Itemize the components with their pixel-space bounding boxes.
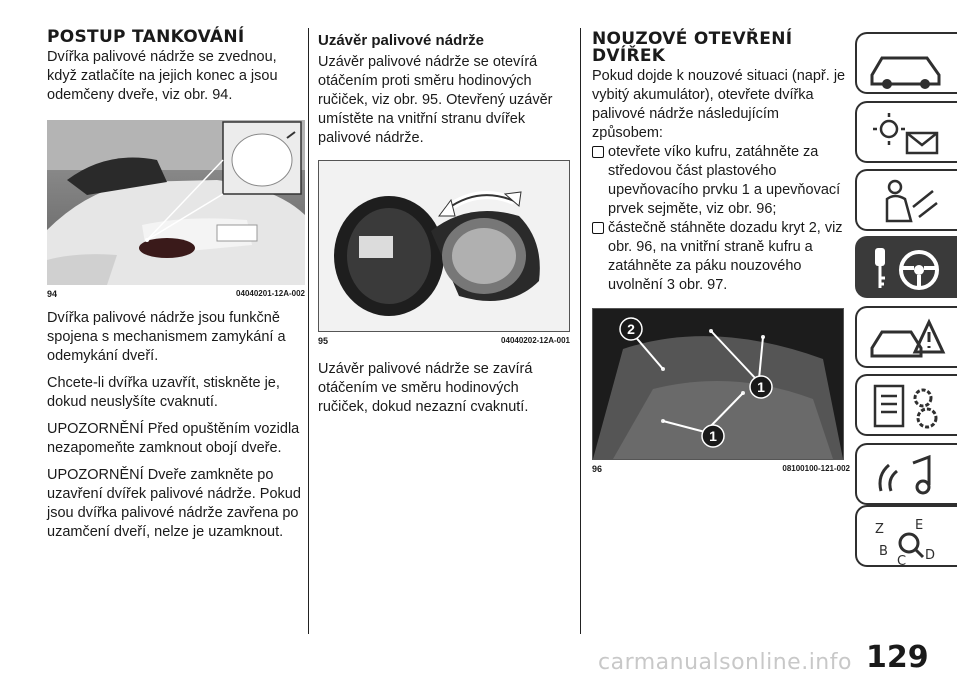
step-text: otevřete víko kufru, zatáhněte za středovou část plastového upevňovacího prvku 1 a upevňovací prvek sejměte, viz obr. 96; bbox=[608, 144, 841, 217]
checkbox-bullet-icon bbox=[592, 146, 604, 158]
column-left bbox=[47, 29, 305, 542]
tab-emergency[interactable] bbox=[855, 306, 957, 368]
step-item bbox=[592, 219, 850, 295]
callout-label: 2 bbox=[627, 321, 635, 337]
figure-number: 95 bbox=[318, 336, 329, 346]
car-dashboard-icon bbox=[867, 40, 947, 90]
column-middle bbox=[318, 31, 570, 417]
section-heading-refueling: POSTUP TANKOVÁNÍ bbox=[47, 27, 245, 47]
tab-warning-lights[interactable] bbox=[855, 101, 957, 163]
checkbox-bullet-icon bbox=[592, 222, 604, 234]
column-divider bbox=[580, 28, 581, 634]
column-right bbox=[592, 31, 850, 474]
section-heading-fuel-cap: Uzávěr palivové nádrže bbox=[318, 32, 484, 49]
section-heading-emergency-opening: NOUZOVÉ OTEVŘENÍ DVÍŘEK bbox=[592, 29, 793, 66]
service-maintenance-icon bbox=[867, 382, 947, 432]
callout-label: 1 bbox=[709, 428, 717, 444]
svg-text:E: E bbox=[915, 518, 924, 533]
step-item bbox=[592, 143, 850, 219]
tab-servicing[interactable] bbox=[855, 374, 957, 436]
figure-95-caption bbox=[318, 336, 570, 346]
tab-starting-driving[interactable] bbox=[855, 236, 957, 298]
page-number: 129 bbox=[866, 640, 929, 675]
paragraph-close-door: Chcete-li dvířka uzavřít, stiskněte je, dokud neuslyšíte cvaknutí. bbox=[47, 375, 280, 410]
svg-text:B: B bbox=[879, 544, 888, 559]
figure-94-caption bbox=[47, 289, 305, 299]
emergency-intro: Pokud dojde k nouzové situaci (např. je vybitý akumulátor), otevřete dvířka palivové nádrže následujícím způsobem: bbox=[592, 68, 846, 141]
svg-text:Z: Z bbox=[875, 522, 884, 537]
fuel-cap-open-text: Uzávěr palivové nádrže se otevírá otáčením proti směru hodinových ručiček, viz obr. 95. Otevřený uzávěr umístěte na vnitřní stranu dvířek palivové nádrže. bbox=[318, 54, 553, 146]
fuel-cap-photo bbox=[319, 161, 569, 331]
warning-lights-icon bbox=[867, 109, 947, 159]
tab-car-dashboard[interactable] bbox=[855, 32, 957, 94]
tab-safety[interactable] bbox=[855, 169, 957, 231]
figure-code: 08100100-121-002 bbox=[782, 464, 850, 473]
airbag-person-icon bbox=[867, 177, 947, 227]
convertible-rear-photo bbox=[47, 120, 305, 285]
index-alphabet-icon bbox=[867, 513, 947, 573]
figure-94-fuel-door bbox=[47, 120, 305, 285]
refueling-intro: Dvířka palivové nádrže se zvednou, když zatlačíte na jejich konec a jsou odemčeny dveře, viz obr. 94. bbox=[47, 49, 278, 103]
figure-code: 04040201-12A-002 bbox=[236, 289, 305, 298]
svg-text:C: C bbox=[897, 554, 907, 569]
key-steering-wheel-icon bbox=[867, 244, 947, 294]
figure-96-trunk bbox=[592, 308, 844, 460]
fuel-cap-close-text: Uzávěr palivové nádrže se zavírá otáčením ve směru hodinových ručiček, dokud nezazní cvaknutí. bbox=[318, 361, 533, 415]
step-text: částečně stáhněte dozadu kryt 2, viz obr. 96, na vnitřní straně kufru a zatáhněte za páku nouzového uvolnění 3 obr. 97. bbox=[608, 220, 843, 293]
callout-label: 1 bbox=[757, 379, 765, 395]
tab-multimedia[interactable] bbox=[855, 443, 957, 505]
warning-lock-order: UPOZORNĚNÍ Dveře zamkněte po uzavření dvířek palivové nádrže. Pokud jsou dvířka palivové nádrže zavřena po uzamčení dveří, nelze je uzamknout. bbox=[47, 467, 301, 540]
figure-code: 04040202-12A-001 bbox=[501, 336, 570, 345]
multimedia-icon bbox=[867, 451, 947, 501]
svg-text:D: D bbox=[925, 548, 936, 563]
trunk-interior-photo bbox=[593, 309, 843, 459]
warning-lock-doors: UPOZORNĚNÍ Před opuštěním vozidla nezapomeňte zamknout obojí dveře. bbox=[47, 421, 300, 456]
figure-95-fuel-cap bbox=[318, 160, 570, 332]
tab-index[interactable] bbox=[855, 505, 957, 567]
paragraph-door-linkage: Dvířka palivové nádrže jsou funkčně spojena s mechanismem zamykání a odemykání dveří. bbox=[47, 310, 286, 364]
figure-number: 96 bbox=[592, 464, 603, 474]
figure-number: 94 bbox=[47, 289, 58, 299]
column-divider bbox=[308, 28, 309, 634]
figure-96-caption bbox=[592, 464, 850, 474]
breakdown-warning-icon bbox=[867, 314, 947, 364]
watermark: carmanualsonline.info bbox=[598, 650, 852, 675]
